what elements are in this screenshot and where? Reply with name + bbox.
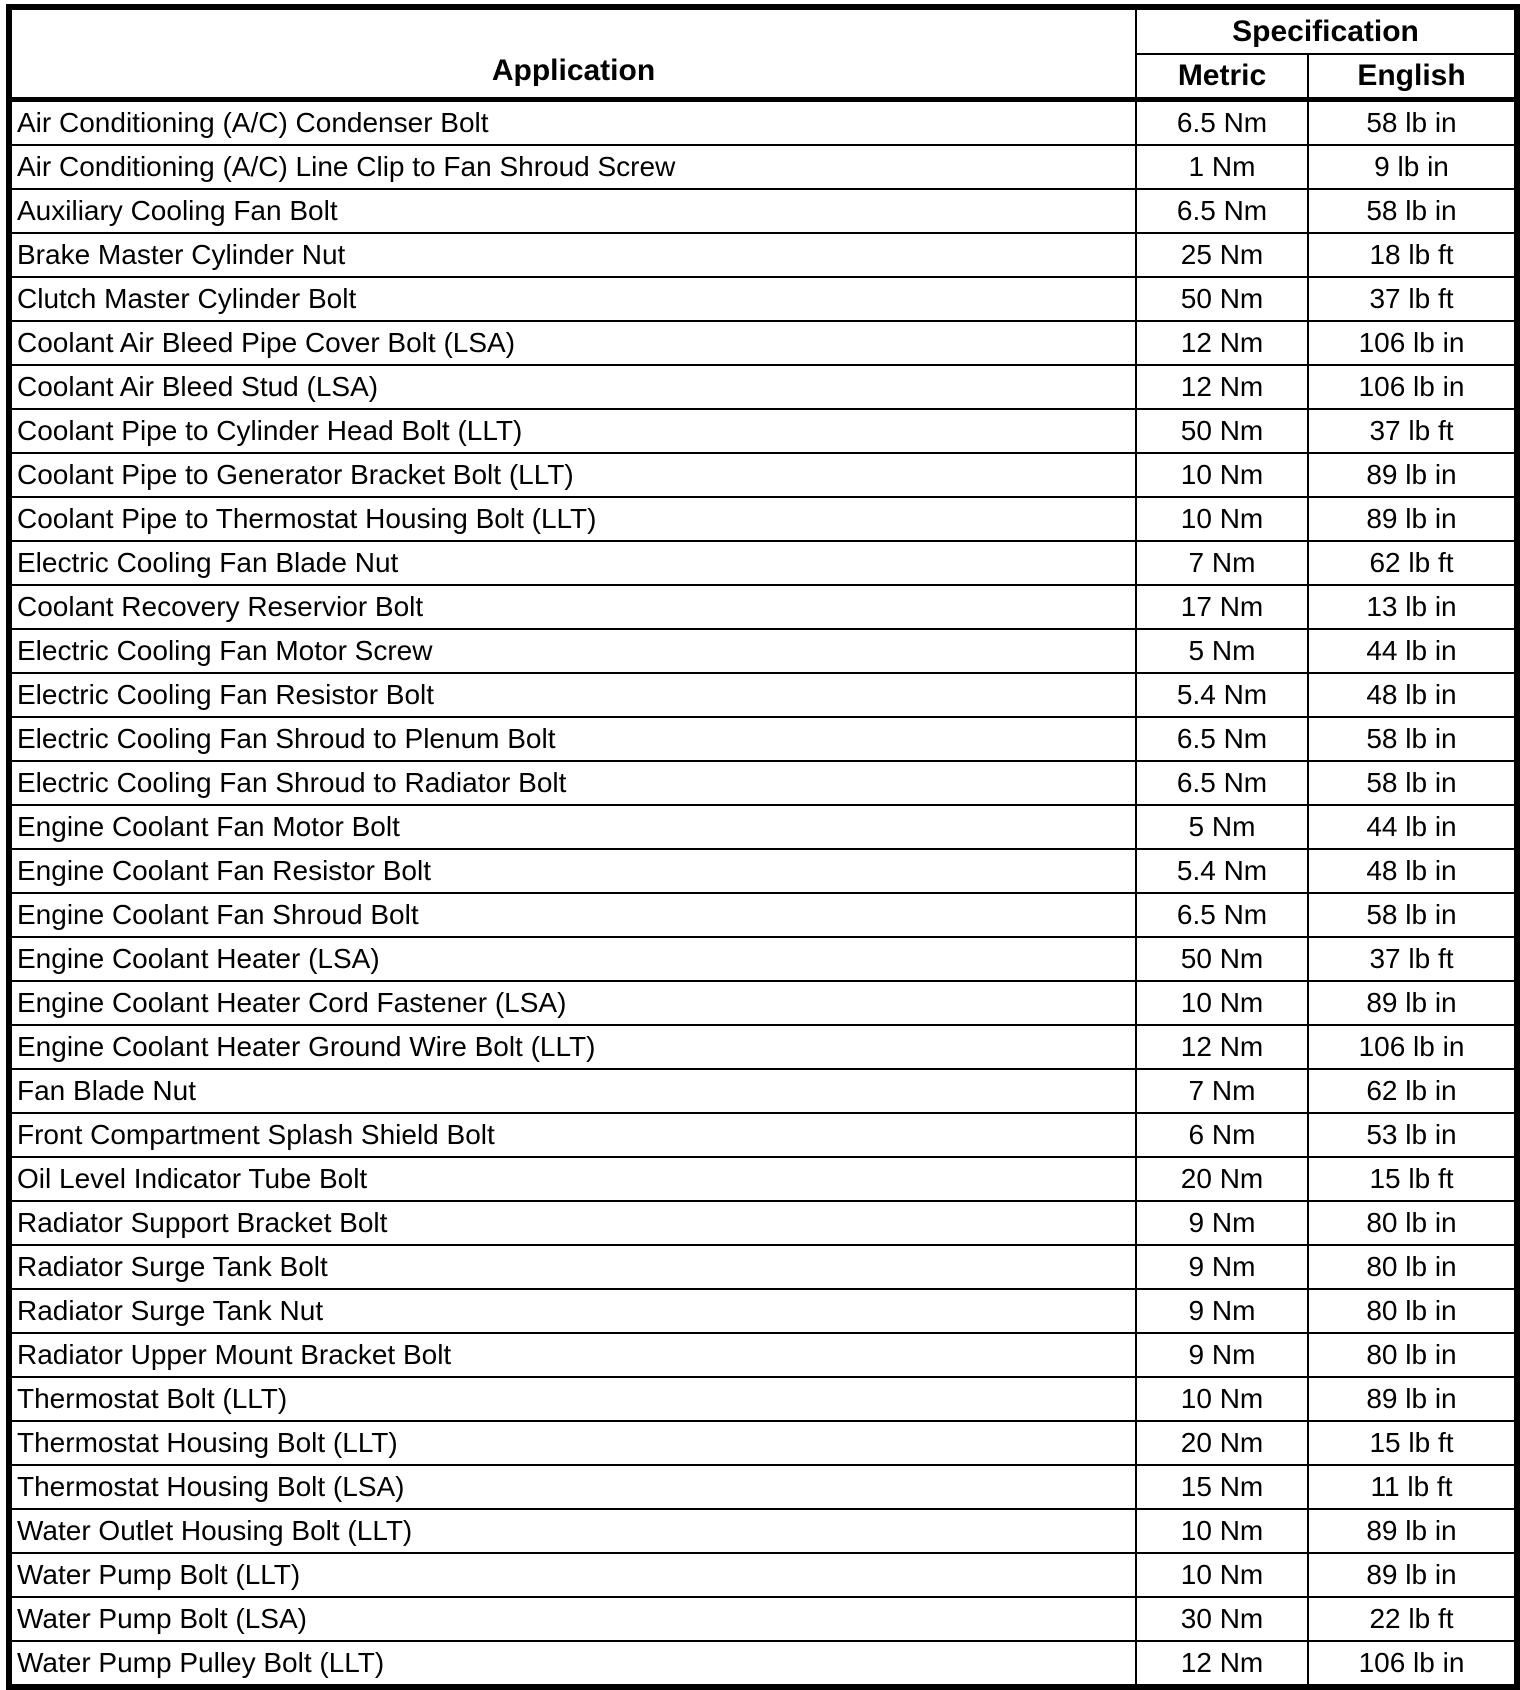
table-row xyxy=(9,409,1517,453)
metric-value-cell: 20 Nm xyxy=(1136,1421,1308,1465)
english-value-cell: 106 lb in xyxy=(1308,1025,1517,1069)
metric-value-cell: 6 Nm xyxy=(1136,1113,1308,1157)
table-row xyxy=(9,1509,1517,1553)
metric-value-cell: 5.4 Nm xyxy=(1136,673,1308,717)
table-row xyxy=(9,673,1517,717)
english-value-cell: 106 lb in xyxy=(1308,321,1517,365)
english-value-cell: 18 lb ft xyxy=(1308,233,1517,277)
metric-value-cell: 50 Nm xyxy=(1136,277,1308,321)
table-row xyxy=(9,1421,1517,1465)
english-value-cell: 80 lb in xyxy=(1308,1333,1517,1377)
metric-value-cell: 9 Nm xyxy=(1136,1333,1308,1377)
metric-value-cell: 6.5 Nm xyxy=(1136,189,1308,233)
english-value-cell: 89 lb in xyxy=(1308,1553,1517,1597)
application-cell: Air Conditioning (A/C) Line Clip to Fan Shroud Screw xyxy=(9,145,1136,189)
english-value-cell: 37 lb ft xyxy=(1308,937,1517,981)
english-value-cell: 89 lb in xyxy=(1308,1509,1517,1553)
metric-value-cell: 10 Nm xyxy=(1136,1509,1308,1553)
table-row xyxy=(9,893,1517,937)
english-value-cell: 58 lb in xyxy=(1308,100,1517,146)
metric-value-cell: 30 Nm xyxy=(1136,1597,1308,1641)
application-cell: Water Pump Bolt (LSA) xyxy=(9,1597,1136,1641)
application-cell: Engine Coolant Heater (LSA) xyxy=(9,937,1136,981)
table-row xyxy=(9,585,1517,629)
english-value-cell: 53 lb in xyxy=(1308,1113,1517,1157)
english-value-cell: 62 lb in xyxy=(1308,1069,1517,1113)
english-value-cell: 9 lb in xyxy=(1308,145,1517,189)
metric-value-cell: 9 Nm xyxy=(1136,1201,1308,1245)
english-value-cell: 106 lb in xyxy=(1308,365,1517,409)
application-cell: Radiator Support Bracket Bolt xyxy=(9,1201,1136,1245)
english-value-cell: 44 lb in xyxy=(1308,629,1517,673)
application-cell: Coolant Pipe to Cylinder Head Bolt (LLT) xyxy=(9,409,1136,453)
application-cell: Electric Cooling Fan Resistor Bolt xyxy=(9,673,1136,717)
metric-value-cell: 10 Nm xyxy=(1136,497,1308,541)
application-cell: Electric Cooling Fan Shroud to Radiator Bolt xyxy=(9,761,1136,805)
table-row xyxy=(9,629,1517,673)
table-row xyxy=(9,321,1517,365)
english-value-cell: 80 lb in xyxy=(1308,1245,1517,1289)
metric-value-cell: 10 Nm xyxy=(1136,1553,1308,1597)
metric-value-cell: 50 Nm xyxy=(1136,409,1308,453)
table-row xyxy=(9,937,1517,981)
table-row xyxy=(9,453,1517,497)
application-cell: Radiator Surge Tank Nut xyxy=(9,1289,1136,1333)
table-row xyxy=(9,541,1517,585)
application-cell: Oil Level Indicator Tube Bolt xyxy=(9,1157,1136,1201)
application-cell: Electric Cooling Fan Shroud to Plenum Bolt xyxy=(9,717,1136,761)
metric-value-cell: 5 Nm xyxy=(1136,805,1308,849)
application-cell: Engine Coolant Fan Shroud Bolt xyxy=(9,893,1136,937)
application-cell: Water Outlet Housing Bolt (LLT) xyxy=(9,1509,1136,1553)
table-row xyxy=(9,1289,1517,1333)
application-cell: Coolant Pipe to Generator Bracket Bolt (LLT) xyxy=(9,453,1136,497)
english-column-header: English xyxy=(1308,54,1517,100)
metric-column-header: Metric xyxy=(1136,54,1308,100)
table-row xyxy=(9,1245,1517,1289)
application-cell: Thermostat Bolt (LLT) xyxy=(9,1377,1136,1421)
metric-value-cell: 12 Nm xyxy=(1136,1025,1308,1069)
metric-value-cell: 20 Nm xyxy=(1136,1157,1308,1201)
table-row xyxy=(9,1465,1517,1509)
fastener-tightening-specifications-table xyxy=(6,4,1520,1690)
application-cell: Fan Blade Nut xyxy=(9,1069,1136,1113)
application-cell: Front Compartment Splash Shield Bolt xyxy=(9,1113,1136,1157)
header-row-specification xyxy=(9,7,1517,54)
specification-column-group-header: Specification xyxy=(1136,7,1517,54)
metric-value-cell: 6.5 Nm xyxy=(1136,893,1308,937)
table-row xyxy=(9,1597,1517,1641)
application-cell: Thermostat Housing Bolt (LLT) xyxy=(9,1421,1136,1465)
application-cell: Auxiliary Cooling Fan Bolt xyxy=(9,189,1136,233)
application-cell: Engine Coolant Fan Motor Bolt xyxy=(9,805,1136,849)
metric-value-cell: 25 Nm xyxy=(1136,233,1308,277)
table-row xyxy=(9,1025,1517,1069)
table-row xyxy=(9,497,1517,541)
table-row xyxy=(9,365,1517,409)
metric-value-cell: 7 Nm xyxy=(1136,541,1308,585)
table-row xyxy=(9,233,1517,277)
application-cell: Coolant Air Bleed Stud (LSA) xyxy=(9,365,1136,409)
english-value-cell: 89 lb in xyxy=(1308,1377,1517,1421)
metric-value-cell: 50 Nm xyxy=(1136,937,1308,981)
english-value-cell: 48 lb in xyxy=(1308,849,1517,893)
table-row xyxy=(9,145,1517,189)
table-row xyxy=(9,1069,1517,1113)
application-cell: Engine Coolant Heater Ground Wire Bolt (LLT) xyxy=(9,1025,1136,1069)
table-row xyxy=(9,189,1517,233)
english-value-cell: 11 lb ft xyxy=(1308,1465,1517,1509)
spec-table-body xyxy=(9,100,1517,1688)
english-value-cell: 15 lb ft xyxy=(1308,1421,1517,1465)
table-row xyxy=(9,1377,1517,1421)
metric-value-cell: 6.5 Nm xyxy=(1136,761,1308,805)
english-value-cell: 62 lb ft xyxy=(1308,541,1517,585)
table-row xyxy=(9,1333,1517,1377)
metric-value-cell: 17 Nm xyxy=(1136,585,1308,629)
metric-value-cell: 12 Nm xyxy=(1136,1641,1308,1687)
metric-value-cell: 6.5 Nm xyxy=(1136,717,1308,761)
metric-value-cell: 9 Nm xyxy=(1136,1289,1308,1333)
english-value-cell: 58 lb in xyxy=(1308,717,1517,761)
table-row xyxy=(9,761,1517,805)
application-cell: Radiator Upper Mount Bracket Bolt xyxy=(9,1333,1136,1377)
metric-value-cell: 12 Nm xyxy=(1136,365,1308,409)
english-value-cell: 89 lb in xyxy=(1308,497,1517,541)
application-cell: Brake Master Cylinder Nut xyxy=(9,233,1136,277)
metric-value-cell: 10 Nm xyxy=(1136,453,1308,497)
metric-value-cell: 15 Nm xyxy=(1136,1465,1308,1509)
english-value-cell: 89 lb in xyxy=(1308,453,1517,497)
application-cell: Coolant Recovery Reservior Bolt xyxy=(9,585,1136,629)
english-value-cell: 58 lb in xyxy=(1308,189,1517,233)
english-value-cell: 89 lb in xyxy=(1308,981,1517,1025)
application-cell: Electric Cooling Fan Motor Screw xyxy=(9,629,1136,673)
table-row xyxy=(9,981,1517,1025)
metric-value-cell: 6.5 Nm xyxy=(1136,100,1308,146)
metric-value-cell: 10 Nm xyxy=(1136,1377,1308,1421)
english-value-cell: 58 lb in xyxy=(1308,761,1517,805)
table-row xyxy=(9,805,1517,849)
english-value-cell: 22 lb ft xyxy=(1308,1597,1517,1641)
english-value-cell: 80 lb in xyxy=(1308,1289,1517,1333)
metric-value-cell: 7 Nm xyxy=(1136,1069,1308,1113)
application-column-header: Application xyxy=(9,7,1136,100)
english-value-cell: 58 lb in xyxy=(1308,893,1517,937)
metric-value-cell: 1 Nm xyxy=(1136,145,1308,189)
table-row xyxy=(9,1113,1517,1157)
application-cell: Radiator Surge Tank Bolt xyxy=(9,1245,1136,1289)
table-row xyxy=(9,1157,1517,1201)
english-value-cell: 37 lb ft xyxy=(1308,409,1517,453)
table-header xyxy=(9,7,1517,100)
application-cell: Engine Coolant Fan Resistor Bolt xyxy=(9,849,1136,893)
table-row xyxy=(9,717,1517,761)
english-value-cell: 13 lb in xyxy=(1308,585,1517,629)
application-cell: Coolant Pipe to Thermostat Housing Bolt (LLT) xyxy=(9,497,1136,541)
english-value-cell: 37 lb ft xyxy=(1308,277,1517,321)
application-cell: Engine Coolant Heater Cord Fastener (LSA) xyxy=(9,981,1136,1025)
application-cell: Coolant Air Bleed Pipe Cover Bolt (LSA) xyxy=(9,321,1136,365)
english-value-cell: 15 lb ft xyxy=(1308,1157,1517,1201)
application-cell: Clutch Master Cylinder Bolt xyxy=(9,277,1136,321)
table-row xyxy=(9,1553,1517,1597)
table-row xyxy=(9,1201,1517,1245)
table-row xyxy=(9,100,1517,146)
metric-value-cell: 9 Nm xyxy=(1136,1245,1308,1289)
english-value-cell: 48 lb in xyxy=(1308,673,1517,717)
metric-value-cell: 5 Nm xyxy=(1136,629,1308,673)
english-value-cell: 80 lb in xyxy=(1308,1201,1517,1245)
metric-value-cell: 5.4 Nm xyxy=(1136,849,1308,893)
table-row xyxy=(9,1641,1517,1687)
application-cell: Water Pump Bolt (LLT) xyxy=(9,1553,1136,1597)
english-value-cell: 44 lb in xyxy=(1308,805,1517,849)
application-cell: Water Pump Pulley Bolt (LLT) xyxy=(9,1641,1136,1687)
table-row xyxy=(9,277,1517,321)
application-cell: Air Conditioning (A/C) Condenser Bolt xyxy=(9,100,1136,146)
application-cell: Electric Cooling Fan Blade Nut xyxy=(9,541,1136,585)
metric-value-cell: 10 Nm xyxy=(1136,981,1308,1025)
english-value-cell: 106 lb in xyxy=(1308,1641,1517,1687)
table-row xyxy=(9,849,1517,893)
metric-value-cell: 12 Nm xyxy=(1136,321,1308,365)
application-cell: Thermostat Housing Bolt (LSA) xyxy=(9,1465,1136,1509)
